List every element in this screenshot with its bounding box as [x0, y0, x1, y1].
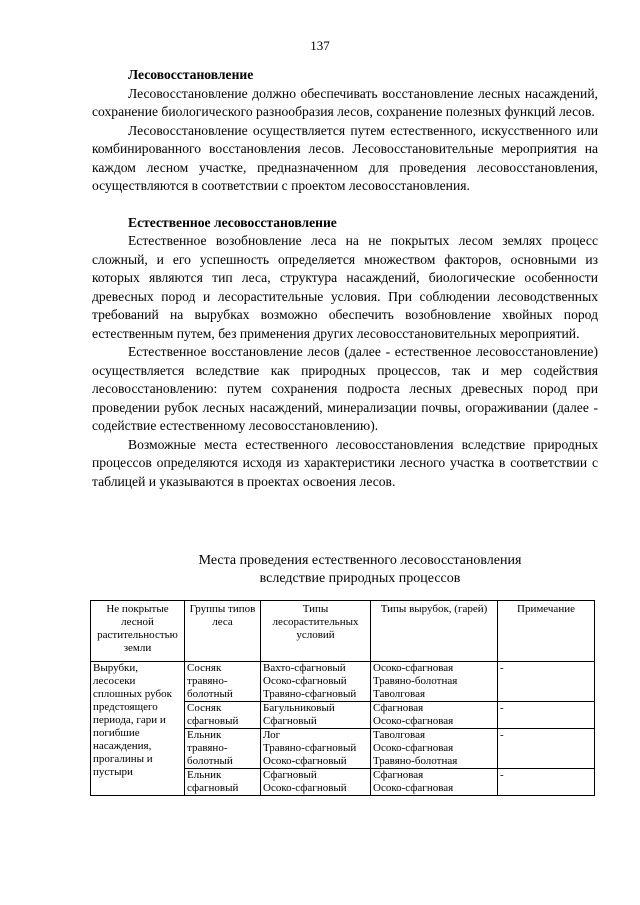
cell-line: Таволговая — [373, 688, 426, 700]
cell-line: Осоко-сфагновый — [263, 675, 347, 687]
cell-line: Вахто-сфагновый — [263, 662, 346, 674]
cell-line: Осоко-сфагновый — [263, 755, 347, 767]
growing-conditions-cell — [261, 769, 371, 796]
column-header: Примечание — [498, 601, 595, 662]
note-cell: - — [498, 729, 595, 769]
paragraph: Возможные места естественного лесовосстановления вследствие природных процессов определяются исходя из характеристики лесного участка в соответствии с таблицей и указываются в проектах освоения лесов. — [92, 436, 598, 489]
growing-conditions-cell — [261, 702, 371, 729]
page-number: 137 — [310, 38, 330, 53]
cell-line: Таволговая — [373, 729, 426, 741]
column-header: Не покрытые лесной растительностью земли — [91, 601, 185, 662]
cell-line: Ельник — [187, 769, 222, 781]
cell-line: пустыри — [93, 766, 133, 778]
cell-line: Ельник — [187, 729, 222, 741]
cell-line: Травяно-болотная — [373, 755, 458, 767]
cell-line: насаждения, — [93, 740, 152, 752]
table-header-row — [91, 601, 595, 662]
cell-line: Сфагновая — [373, 769, 424, 781]
section-natural-reforestation — [92, 214, 598, 492]
cell-line: периода, гари и — [93, 714, 166, 726]
reforestation-table — [90, 600, 595, 796]
cutting-type-cell — [371, 769, 498, 796]
paragraph: Лесовосстановление должно обеспечивать восстановление лесных насаждений, сохранение биологического разнообразия лесов, сохранение полезных функций лесов. — [92, 85, 598, 119]
cell-line: сфагновый — [187, 715, 239, 727]
cell-line: Осоко-сфагновая — [373, 715, 454, 727]
cell-line: Осоко-сфагновая — [373, 782, 454, 794]
table-caption-line: Места проведения естественного лесовосстановления — [198, 553, 522, 568]
cell-line: прогалины и — [93, 753, 153, 765]
cell-line: Сосняк — [187, 662, 222, 674]
table-row — [91, 662, 595, 702]
table-caption — [92, 552, 628, 588]
cutting-type-cell — [371, 662, 498, 702]
paragraph: Лесовосстановление осуществляется путем естественного, искусственного или комбинированного восстановления лесов. Лесовосстановительные мероприятия на каждом лесном участке, предназначенном для проведения лесовосстановления, осуществляются в соответствии с проектом лесовосстановления. — [92, 122, 598, 193]
forest-type-group-cell — [185, 729, 261, 769]
section-gap — [92, 196, 598, 214]
column-header: Группы типов леса — [185, 601, 261, 662]
cell-line: болотный — [187, 755, 233, 767]
cell-line: Травяно-сфагновый — [263, 742, 357, 754]
paragraph: Естественное восстановление лесов (далее - естественное лесовосстановление) осуществляется вследствие как природных процессов, так и мер содействия лесовосстановлению: путем сохранения подроста лесных древесных пород при проведении рубок лесных насаждений, минерализации почвы, огораживании (далее - содействие естественному лесовосстановлению). — [92, 344, 598, 433]
cell-line: предстоящего — [93, 701, 158, 713]
cell-line: погибшие — [93, 727, 140, 739]
cell-line: Багульниковый — [263, 702, 335, 714]
cell-line: болотный — [187, 688, 233, 700]
cell-line: Сфагновый — [263, 715, 317, 727]
section-heading: Лесовосстановление — [128, 67, 254, 82]
forest-type-group-cell — [185, 662, 261, 702]
cell-line: Осоко-сфагновый — [263, 782, 347, 794]
cell-line: Вырубки, — [93, 662, 139, 674]
cell-line: лесосеки — [93, 675, 136, 687]
document-body — [92, 66, 598, 491]
forest-type-group-cell — [185, 769, 261, 796]
cell-line: травяно- — [187, 675, 228, 687]
cutting-type-cell — [371, 729, 498, 769]
cell-line: Сосняк — [187, 702, 222, 714]
cell-line: сфагновый — [187, 782, 239, 794]
table-caption-line: вследствие природных процессов — [259, 571, 461, 586]
column-header: Типы вырубок, (гарей) — [371, 601, 498, 662]
note-cell: - — [498, 702, 595, 729]
cell-line: Осоко-сфагновая — [373, 662, 454, 674]
cell-line: Травяно-болотная — [373, 675, 458, 687]
cell-line: Осоко-сфагновая — [373, 742, 454, 754]
forest-type-group-cell — [185, 702, 261, 729]
land-type-cell — [91, 662, 185, 796]
cutting-type-cell — [371, 702, 498, 729]
section-reforestation — [92, 66, 598, 196]
paragraph: Естественное возобновление леса на не покрытых лесом землях процесс сложный, и его успешность определяется множеством факторов, основными из которых являются тип леса, структура насаждений, биологические особенности древесных пород и лесорастительные условия. При соблюдении лесоводственных требований на вырубках возможно обеспечить возобновление хвойных пород естественным путем, без применения других лесовосстановительных мероприятий. — [92, 233, 598, 341]
note-cell: - — [498, 662, 595, 702]
cell-line: Травяно-сфагновый — [263, 688, 357, 700]
cell-line: Лог — [263, 729, 281, 741]
note-cell: - — [498, 769, 595, 796]
growing-conditions-cell — [261, 662, 371, 702]
growing-conditions-cell — [261, 729, 371, 769]
cell-line: Сфагновая — [373, 702, 424, 714]
cell-line: Сфагновый — [263, 769, 317, 781]
column-header: Типы лесорастительных условий — [261, 601, 371, 662]
cell-line: сплошных рубок — [93, 688, 172, 700]
cell-line: травяно- — [187, 742, 228, 754]
section-heading: Естественное лесовосстановление — [128, 214, 337, 230]
